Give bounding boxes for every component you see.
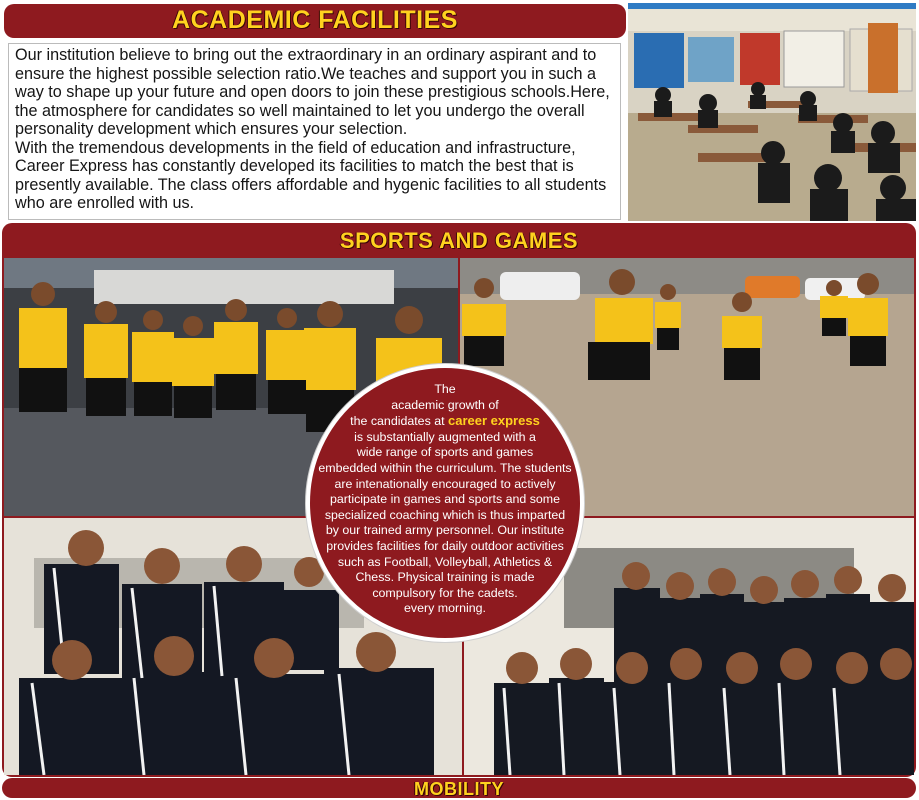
circle-line: by our trained army personnel. Our institute <box>325 523 565 538</box>
academic-text-line: Career Express has constantly developed its facilities to match the best that is <box>15 157 574 175</box>
circle-line: specialized coaching which is thus imparted <box>324 507 566 522</box>
academic-text-line: way to shape up your future and open doors to join these prestigious schools.Here, <box>15 83 610 101</box>
career-express-highlight: career express <box>448 413 540 429</box>
circle-line: are intenationally encouraged to actively <box>334 476 556 491</box>
circle-line-part: the candidates at <box>350 414 448 429</box>
academic-text-line: presently available. The class offers affordable and hygenic facilities to all students <box>15 175 607 194</box>
circle-line: The <box>434 382 456 396</box>
circle-line: such as Football, Volleyball, Athletics & <box>337 554 553 569</box>
academic-facilities-title: ACADEMIC FACILITIES <box>172 6 458 34</box>
circle-line: every morning. <box>404 601 486 616</box>
circle-line: compulsory for the cadets. <box>372 585 518 600</box>
circle-line: academic growth of <box>391 397 499 412</box>
academic-text-line: ensure the highest possible selection ratio.We teaches and support you in such a <box>15 64 597 83</box>
academic-text-line: personality development which ensures your selection. <box>15 120 408 138</box>
mobility-title: MOBILITY <box>414 779 504 799</box>
academic-text-line: who are enrolled with us. <box>15 194 195 212</box>
sports-and-games-title: SPORTS AND GAMES <box>339 228 579 253</box>
circle-line: is substantially augmented with a <box>354 429 536 444</box>
circle-line: participate in games and sports and some <box>329 492 561 507</box>
circle-line: provides facilities for daily outdoor activities <box>326 538 564 553</box>
academic-facilities-text <box>8 43 621 220</box>
academic-text-line: With the tremendous developments in the field of education and infrastructure, <box>15 138 576 157</box>
classroom-photo <box>628 3 916 221</box>
circle-line: wide range of sports and games <box>356 445 534 460</box>
sports-description-circle <box>306 364 584 642</box>
sports-description-text <box>318 382 572 617</box>
circle-line: embedded within the curriculum. The students <box>318 460 572 475</box>
mobility-banner <box>2 778 916 798</box>
academic-text-line: the atmosphere for candidates so well maintained to let you undergo the overall <box>15 101 585 120</box>
academic-text-line: Our institution believe to bring out the extraordinary in an ordinary aspirant and to <box>15 46 597 64</box>
circle-line <box>318 413 572 430</box>
academic-facilities-banner <box>4 4 626 38</box>
circle-line: Chess. Physical training is made <box>355 570 535 585</box>
